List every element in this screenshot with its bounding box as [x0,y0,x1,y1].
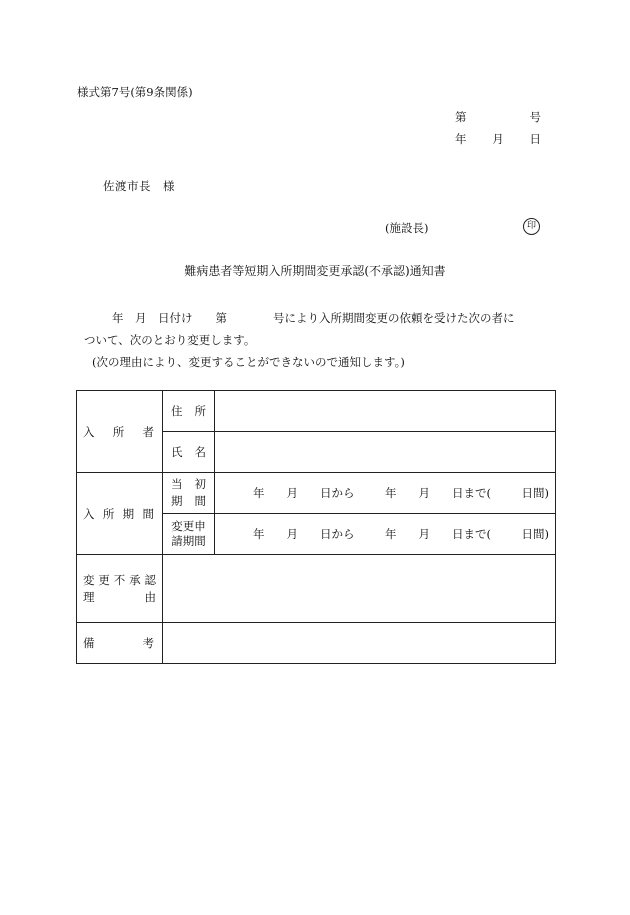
period-label: 入 所 期 間 [77,473,163,555]
number-suffix: 号 [529,110,541,124]
name-field[interactable] [215,432,556,473]
number-prefix: 第 [455,110,467,124]
body-line-2: ついて、次のとおり変更します。 [84,333,256,347]
notice-form-table [76,390,556,664]
form-code: 様式第7号(第9条関係) [77,85,193,99]
issue-date-line [455,131,541,147]
name-label: 氏 名 [163,432,215,473]
document-number-line [455,109,541,125]
document-title: 難病患者等短期入所期間変更承認(不承認)通知書 [184,264,446,278]
table-row [77,473,556,514]
remarks-field[interactable] [163,623,556,664]
address-label: 住 所 [163,391,215,432]
date-day: 日 [529,132,541,146]
date-month: 月 [492,132,504,146]
table-row [77,555,556,623]
reason-label: 変 更 不 承 認 理 由 [77,555,163,623]
table-row [77,623,556,664]
remarks-label: 備 考 [77,623,163,664]
requested-period-label: 変更申 請期間 [163,514,215,555]
address-field[interactable] [215,391,556,432]
seal-icon: 印 [523,218,540,235]
date-year: 年 [455,132,467,146]
body-line-1: 年 月 日付け 第 号により入所期間変更の依頼を受けた次の者に [112,311,515,325]
requested-period-field[interactable]: 年 月 日から 年 月 日まで( 日間) [215,514,556,555]
resident-label: 入 所 者 [77,391,163,473]
reason-field[interactable] [163,555,556,623]
table-row [77,391,556,432]
body-line-3: (次の理由により、変更することができないので通知します。) [92,355,405,369]
addressee: 佐渡市長 様 [103,179,175,193]
sender-label: (施設長) [385,221,429,235]
initial-period-field[interactable]: 年 月 日から 年 月 日まで( 日間) [215,473,556,514]
initial-period-label: 当 初 期 間 [163,473,215,514]
